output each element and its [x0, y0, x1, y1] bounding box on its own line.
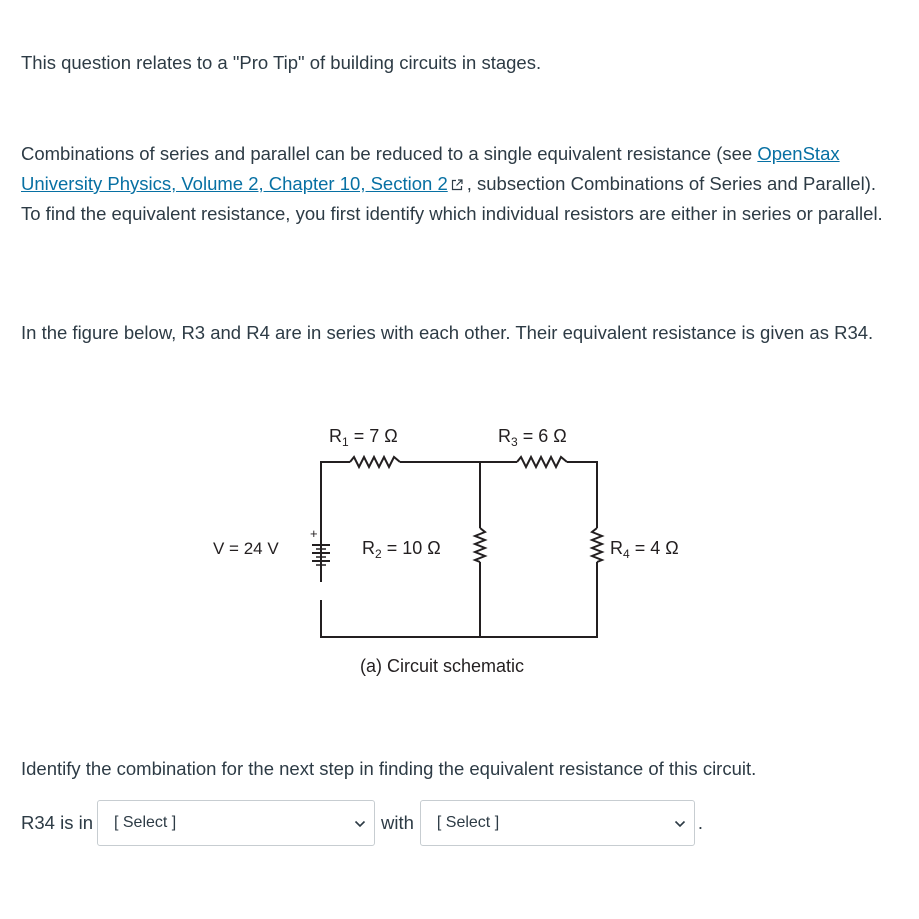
figure-caption: (a) Circuit schematic: [360, 656, 525, 676]
label-r2: $R_2 = 10$ Ω: [362, 538, 441, 561]
resistor-r1-symbol: [350, 457, 400, 467]
label-r1: $R_1 = 7$ Ω: [329, 426, 398, 449]
second-combination-select[interactable]: [420, 800, 695, 846]
chevron-down-icon: [674, 820, 686, 828]
circuit-figure: [195, 410, 725, 700]
answer-row: [21, 800, 901, 846]
label-r4: $R_4 = 4$ Ω: [610, 538, 679, 561]
first-select-value: [ Select ]: [113, 814, 177, 831]
answer-middle: with: [380, 812, 414, 833]
chevron-down-icon: [354, 820, 366, 828]
label-voltage: V = 24 V: [213, 539, 279, 558]
external-link-icon: [451, 179, 463, 191]
battery-plus-sign: +: [310, 526, 318, 541]
resistor-r4-symbol: [592, 528, 602, 562]
combination-paragraph: [21, 139, 891, 229]
second-select-value: [ Select ]: [436, 814, 500, 831]
intro-paragraph: This question relates to a "Pro Tip" of building circuits in stages.: [21, 52, 542, 73]
answer-prefix: R34 is in: [21, 812, 93, 833]
combination-text-end: , subsection Combinations of Series and Parallel). To find the equivalent resistance, you first identify which individual resistors are either in series or parallel.: [21, 173, 883, 224]
first-combination-select[interactable]: [97, 800, 375, 846]
answer-suffix: .: [697, 812, 704, 833]
openstax-link[interactable]: OpenStax University Physics, Volume 2, Chapter 10, Section 2: [21, 143, 840, 194]
label-r3: $R_3 = 6$ Ω: [498, 426, 567, 449]
resistor-r3-symbol: [517, 457, 567, 467]
combination-text-start: Combinations of series and parallel can be reduced to a single equivalent resistance (see: [21, 143, 758, 164]
resistor-r2-symbol: [475, 528, 485, 562]
question-paragraph: Identify the combination for the next step in finding the equivalent resistance of this circuit.: [21, 758, 757, 779]
figure-intro-paragraph: In the figure below, R3 and R4 are in series with each other. Their equivalent resistance is given as R34.: [21, 322, 874, 343]
